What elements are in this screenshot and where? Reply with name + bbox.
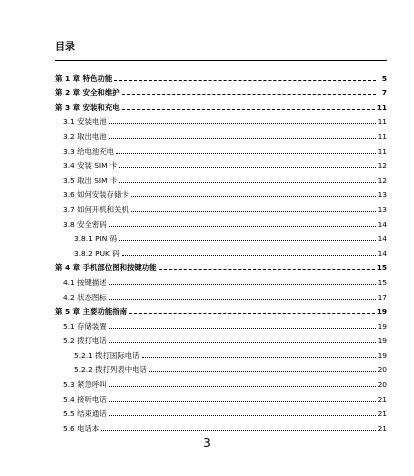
toc-entry-page: 17 bbox=[377, 292, 387, 302]
dot-leader bbox=[109, 328, 376, 329]
toc-entry-page: 12 bbox=[377, 175, 387, 185]
toc-title: 目录 bbox=[55, 42, 75, 53]
toc-entry-label: 5.2 拨打电话 bbox=[63, 336, 107, 346]
toc-entry-page: 14 bbox=[377, 248, 387, 258]
dot-leader bbox=[109, 138, 376, 139]
toc-entry-label: 4.2 状态图标 bbox=[63, 292, 107, 302]
toc-section-entry[interactable] bbox=[55, 185, 387, 200]
toc-section-entry[interactable] bbox=[55, 112, 387, 127]
toc-entry-label: 3.5 取出 SIM 卡 bbox=[63, 175, 118, 185]
toc-entry-label: 5.2.1 拨打国际电话 bbox=[74, 350, 140, 360]
toc-list bbox=[55, 68, 387, 433]
toc-entry-page: 15 bbox=[376, 263, 387, 273]
toc-entry-label: 3.8 安全密码 bbox=[63, 219, 107, 229]
toc-entry-page: 21 bbox=[377, 423, 387, 433]
dot-leader bbox=[129, 313, 375, 314]
toc-entry-page: 19 bbox=[377, 321, 387, 331]
dot-leader bbox=[119, 240, 376, 241]
dot-leader bbox=[159, 269, 375, 270]
dot-leader bbox=[116, 153, 376, 154]
dot-leader bbox=[119, 167, 375, 168]
toc-entry-label: 第 5 章 主要功能指南 bbox=[55, 307, 127, 317]
page-number: 3 bbox=[203, 436, 211, 450]
toc-entry-label: 3.1 安装电池 bbox=[63, 117, 107, 127]
toc-section-entry[interactable] bbox=[55, 374, 387, 389]
toc-entry-page: 21 bbox=[377, 409, 387, 419]
dot-leader bbox=[142, 357, 376, 358]
toc-entry-page: 7 bbox=[381, 88, 387, 98]
dot-leader bbox=[109, 226, 376, 227]
toc-entry-label: 5.1 存储装置 bbox=[63, 321, 107, 331]
toc-entry-page: 11 bbox=[377, 131, 387, 141]
toc-entry-label: 5.6 电话本 bbox=[63, 423, 100, 433]
toc-entry-label: 第 2 章 安全和维护 bbox=[55, 88, 120, 98]
toc-section-entry[interactable] bbox=[55, 316, 387, 331]
dot-leader bbox=[122, 255, 376, 256]
toc-entry-label: 4.1 按键描述 bbox=[63, 277, 107, 287]
dot-leader bbox=[131, 196, 376, 197]
toc-entry-label: 5.2.2 拨打列表中电话 bbox=[74, 365, 147, 375]
dot-leader bbox=[109, 284, 376, 285]
toc-entry-label: 5.3 紧急呼叫 bbox=[63, 380, 107, 390]
dot-leader bbox=[109, 123, 376, 124]
toc-entry-page: 19 bbox=[377, 350, 387, 360]
toc-entry-page: 20 bbox=[377, 365, 387, 375]
dot-leader bbox=[122, 109, 375, 110]
toc-entry-label: 5.5 结束通话 bbox=[63, 409, 107, 419]
toc-entry-page: 11 bbox=[376, 102, 387, 112]
toc-entry-page: 19 bbox=[376, 307, 387, 317]
toc-section-entry[interactable] bbox=[55, 360, 387, 375]
dot-leader bbox=[131, 211, 376, 212]
toc-section-entry[interactable] bbox=[55, 126, 387, 141]
toc-section-entry[interactable] bbox=[55, 404, 387, 419]
toc-entry-label: 3.7 如何开机和关机 bbox=[63, 204, 129, 214]
toc-entry-label: 5.4 接听电话 bbox=[63, 394, 107, 404]
toc-entry-label: 第 1 章 特色功能 bbox=[55, 73, 113, 83]
toc-section-entry[interactable] bbox=[55, 243, 387, 258]
toc-entry-label: 3.3 给电池充电 bbox=[63, 146, 115, 156]
toc-chapter-entry[interactable] bbox=[55, 258, 387, 273]
toc-entry-page: 15 bbox=[377, 277, 387, 287]
toc-entry-page: 14 bbox=[377, 219, 387, 229]
toc-entry-label: 3.4 安装 SIM 卡 bbox=[63, 161, 118, 171]
toc-entry-page: 5 bbox=[381, 73, 387, 83]
title-divider bbox=[55, 60, 387, 61]
toc-entry-label: 第 4 章 手机部位图和按键功能 bbox=[55, 263, 157, 273]
dot-leader bbox=[109, 299, 376, 300]
toc-section-entry[interactable] bbox=[55, 389, 387, 404]
dot-leader bbox=[119, 182, 375, 183]
toc-entry-label: 3.8.1 PIN 码 bbox=[74, 234, 118, 244]
toc-section-entry[interactable] bbox=[55, 272, 387, 287]
toc-entry-page: 13 bbox=[377, 204, 387, 214]
toc-chapter-entry[interactable] bbox=[55, 83, 387, 98]
toc-section-entry[interactable] bbox=[55, 199, 387, 214]
dot-leader bbox=[149, 371, 376, 372]
toc-section-entry[interactable] bbox=[55, 141, 387, 156]
toc-section-entry[interactable] bbox=[55, 418, 387, 433]
toc-section-entry[interactable] bbox=[55, 156, 387, 171]
toc-entry-page: 14 bbox=[377, 234, 387, 244]
toc-section-entry[interactable] bbox=[55, 287, 387, 302]
dot-leader bbox=[114, 80, 376, 81]
toc-entry-label: 3.8.2 PUK 码 bbox=[74, 248, 120, 258]
toc-entry-page: 19 bbox=[377, 336, 387, 346]
toc-section-entry[interactable] bbox=[55, 331, 387, 346]
dot-leader bbox=[122, 94, 376, 95]
toc-entry-label: 3.2 取出电池 bbox=[63, 131, 107, 141]
toc-entry-page: 21 bbox=[377, 394, 387, 404]
toc-entry-page: 12 bbox=[377, 161, 387, 171]
dot-leader bbox=[109, 415, 376, 416]
dot-leader bbox=[109, 401, 376, 402]
dot-leader bbox=[109, 386, 376, 387]
toc-section-entry[interactable] bbox=[55, 170, 387, 185]
toc-entry-page: 20 bbox=[377, 380, 387, 390]
toc-entry-page: 11 bbox=[377, 146, 387, 156]
toc-section-entry[interactable] bbox=[55, 214, 387, 229]
toc-chapter-entry[interactable] bbox=[55, 302, 387, 317]
toc-entry-label: 3.6 如何安装存储卡 bbox=[63, 190, 129, 200]
toc-chapter-entry[interactable] bbox=[55, 97, 387, 112]
toc-entry-page: 11 bbox=[377, 117, 387, 127]
toc-section-entry[interactable] bbox=[55, 229, 387, 244]
toc-section-entry[interactable] bbox=[55, 345, 387, 360]
toc-entry-label: 第 3 章 安装和充电 bbox=[55, 102, 120, 112]
dot-leader bbox=[101, 430, 375, 431]
toc-entry-page: 13 bbox=[377, 190, 387, 200]
dot-leader bbox=[109, 342, 376, 343]
toc-chapter-entry[interactable] bbox=[55, 68, 387, 83]
